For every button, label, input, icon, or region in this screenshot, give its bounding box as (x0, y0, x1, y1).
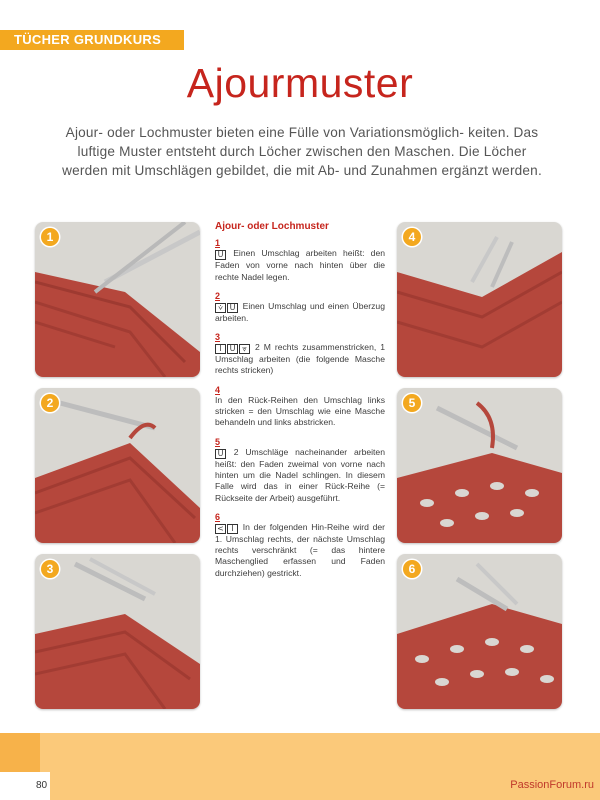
step-number: 2 (215, 290, 221, 301)
instruction-step (215, 291, 385, 324)
knitting-photo-image (35, 388, 200, 543)
step-text: In den Rück-Reihen den Umschlag links stricken = den Umschlag wie eine Masche behandeln und links abstricken. (215, 394, 385, 428)
instructions-column (215, 221, 385, 587)
step-number: 4 (215, 384, 221, 395)
knitting-photo-image (35, 554, 200, 709)
step-photo-1 (35, 222, 200, 377)
instruction-step (215, 512, 385, 579)
step-text: 2 Umschläge nacheinander arbeiten heißt: den Faden zweimal von vorne nach hinten um die Nadel schlingen. In diesem Falle wird das in einer Rück-Reihe (= Rückseite der Arbeit) ausgeführt. (215, 446, 385, 503)
knit-symbol-icon: U (215, 449, 226, 459)
step-photo-6 (397, 554, 562, 709)
instructions-heading: Ajour- oder Lochmuster (215, 221, 329, 232)
instruction-step (215, 332, 385, 377)
step-text: Einen Umschlag und einen Überzug arbeiten. (215, 300, 385, 323)
step-photo-5 (397, 388, 562, 543)
instruction-step (215, 437, 385, 504)
knitting-photo-image (35, 222, 200, 377)
step-badge: 4 (403, 228, 421, 246)
step-number: 5 (215, 436, 221, 447)
step-photo-4 (397, 222, 562, 377)
section-label: TÜCHER GRUNDKURS (0, 30, 184, 50)
knit-symbol-icon: U (227, 303, 238, 313)
step-text: 2 M rechts zusammenstricken, 1 Umschlag arbeiten (die folgende Masche rechts stricken) (215, 342, 386, 376)
step-text: In der folgenden Hin-Reihe wird der 1. Umschlag rechts, der nächste Umschlag rechts verschränkt (= das hintere Maschenglied erfassen und Faden durchziehen) gestrickt. (215, 521, 385, 578)
knit-symbol-icon: I (227, 524, 238, 534)
step-badge: 2 (41, 394, 59, 412)
step-badge: 5 (403, 394, 421, 412)
step-badge: 1 (41, 228, 59, 246)
knit-symbol-icon: ⩔ (239, 344, 250, 354)
step-photo-2 (35, 388, 200, 543)
knit-symbol-icon: I (215, 344, 226, 354)
page-title: Ajourmuster (186, 60, 414, 106)
step-number: 3 (215, 332, 221, 343)
knit-symbol-icon: U (227, 344, 238, 354)
knitting-photo-image (397, 222, 562, 377)
step-number: 1 (215, 238, 221, 249)
knitting-photo-image (397, 388, 562, 543)
knitting-photo-image (397, 554, 562, 709)
knit-symbol-icon: < (215, 524, 226, 534)
knit-symbol-icon: ⩒ (215, 303, 226, 313)
step-text: Einen Umschlag arbeiten heißt: den Faden von vorne nach hinten über die rechte Nadel legen. (215, 248, 385, 282)
instruction-step (215, 238, 385, 283)
knit-symbol-icon: U (215, 250, 226, 260)
step-badge: 3 (41, 560, 59, 578)
step-number: 6 (215, 511, 221, 522)
page-number: 80 (0, 772, 50, 800)
intro-paragraph: Ajour- oder Lochmuster bieten eine Fülle von Variationsmöglich- keiten. Das luftige Muster entsteht durch Löcher zwischen den Maschen. Die Löcher werden mit Umschlägen gebildet, die mit Ab- und Zunahmen ergänzt werden. (62, 125, 542, 178)
instruction-step (215, 385, 385, 429)
watermark: PassionForum.ru (510, 779, 594, 791)
step-photo-3 (35, 554, 200, 709)
step-badge: 6 (403, 560, 421, 578)
